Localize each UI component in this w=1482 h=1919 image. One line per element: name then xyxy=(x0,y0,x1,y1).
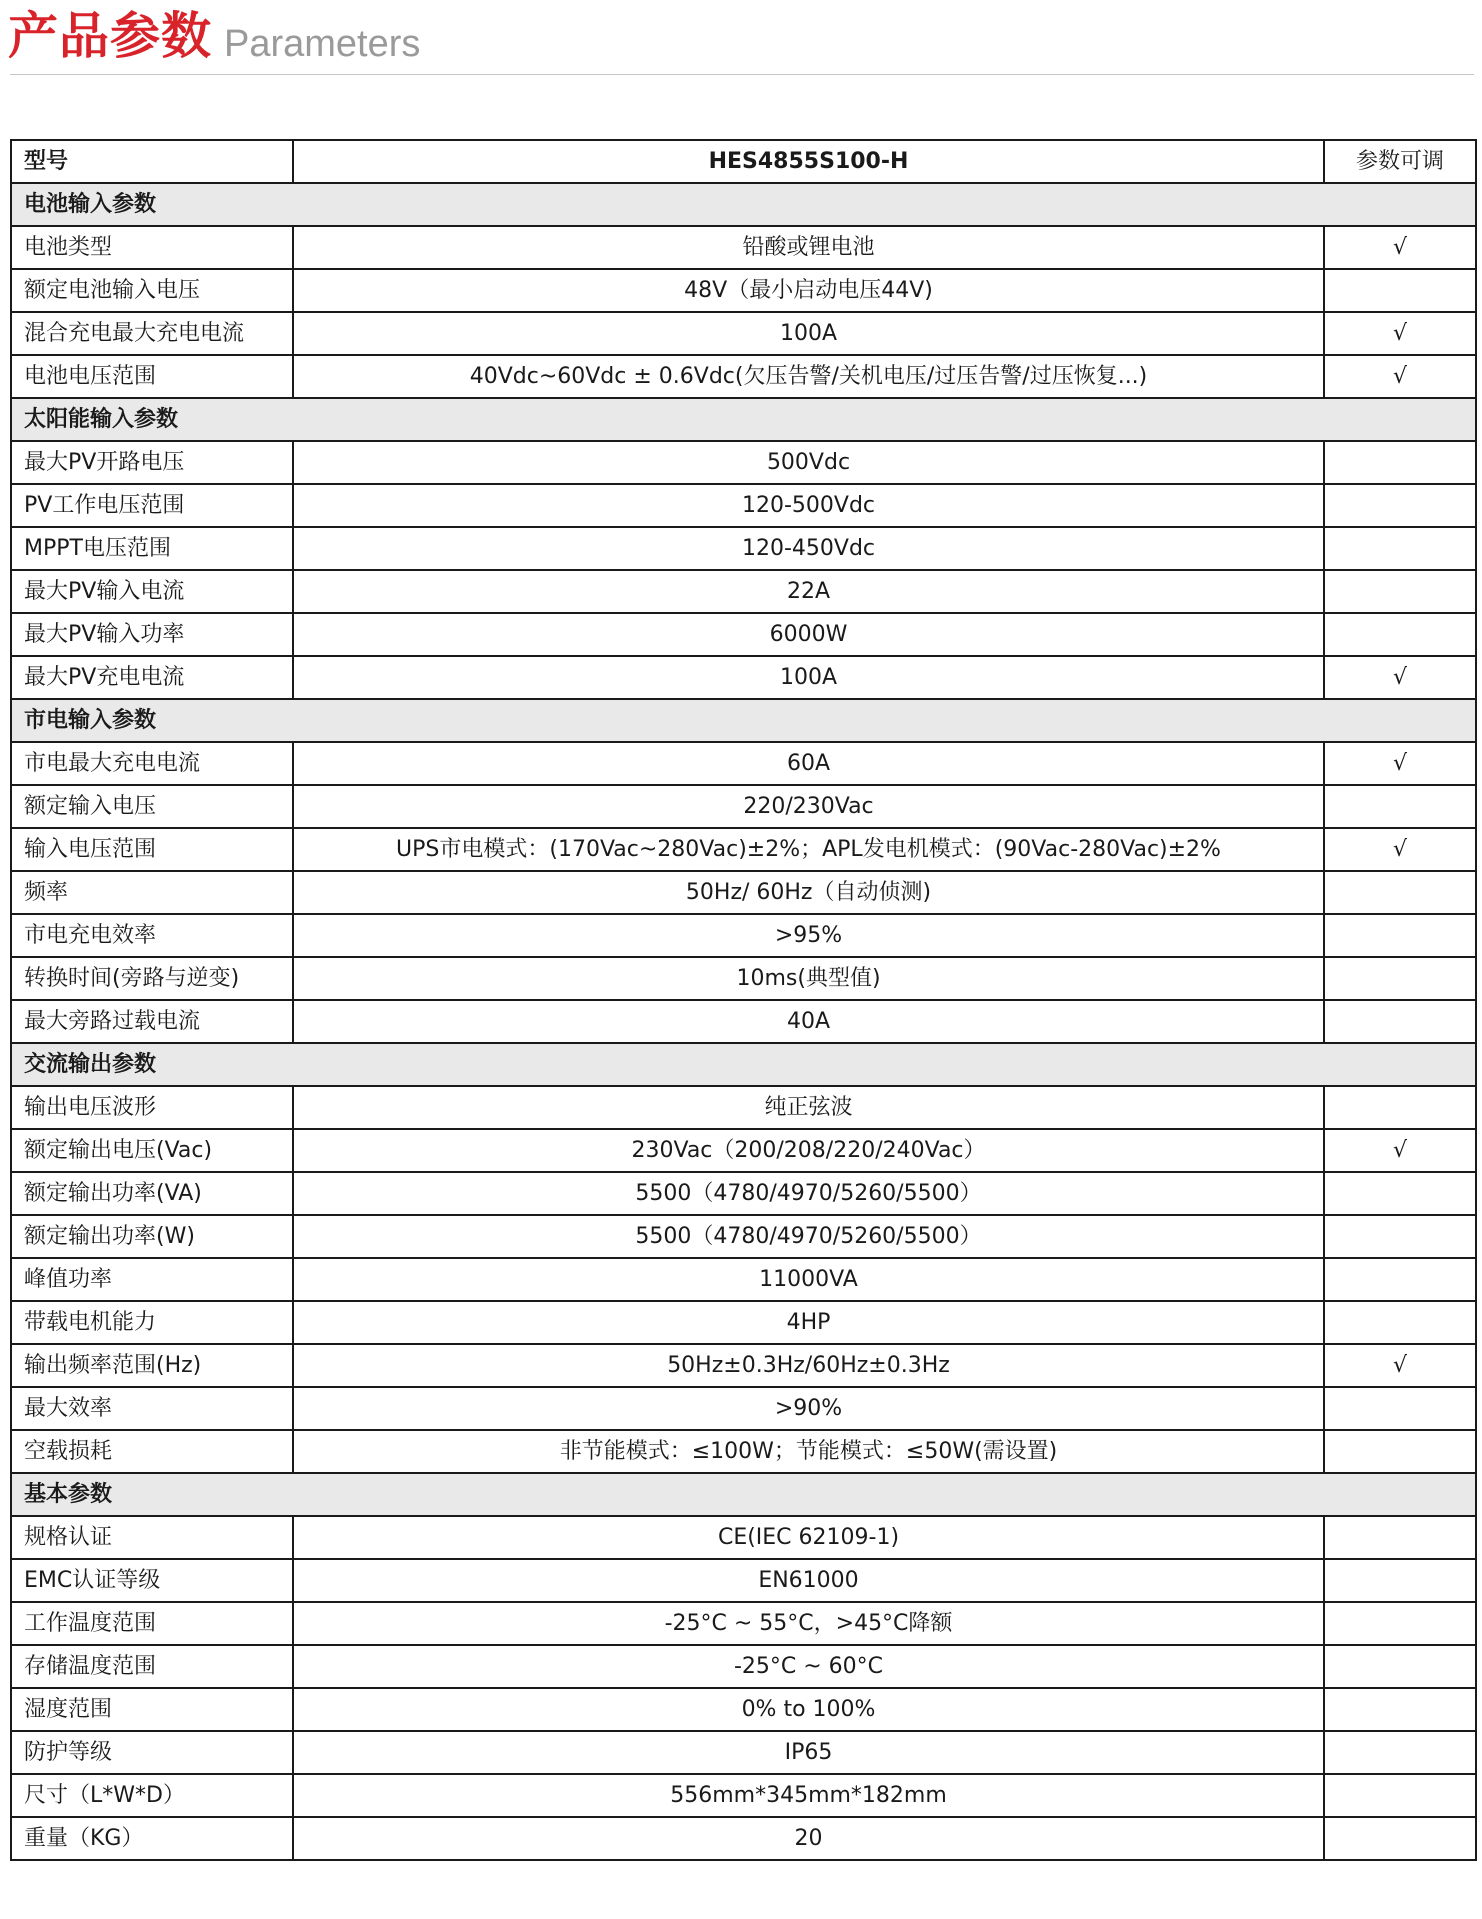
param-value: 5500（4780/4970/5260/5500） xyxy=(293,1172,1324,1215)
param-value: 铅酸或锂电池 xyxy=(293,226,1324,269)
param-name: EMC认证等级 xyxy=(11,1559,293,1602)
param-name: 防护等级 xyxy=(11,1731,293,1774)
table-row xyxy=(11,1817,1476,1860)
table-row xyxy=(11,527,1476,570)
param-adjustable-mark: √ xyxy=(1324,1344,1476,1387)
param-adjustable-mark: √ xyxy=(1324,355,1476,398)
param-adjustable-mark xyxy=(1324,613,1476,656)
param-name: 转换时间(旁路与逆变) xyxy=(11,957,293,1000)
param-value: 220/230Vac xyxy=(293,785,1324,828)
table-row xyxy=(11,441,1476,484)
param-name: 额定电池输入电压 xyxy=(11,269,293,312)
param-name: 输出频率范围(Hz) xyxy=(11,1344,293,1387)
param-name: 额定输出功率(VA) xyxy=(11,1172,293,1215)
param-name: 最大旁路过载电流 xyxy=(11,1000,293,1043)
table-row xyxy=(11,785,1476,828)
adjustable-header: 参数可调 xyxy=(1324,140,1476,183)
table-row xyxy=(11,1000,1476,1043)
table-row xyxy=(11,742,1476,785)
table-header-row xyxy=(11,140,1476,183)
param-value: 230Vac（200/208/220/240Vac） xyxy=(293,1129,1324,1172)
section-title: 基本参数 xyxy=(11,1473,1476,1516)
param-name: 规格认证 xyxy=(11,1516,293,1559)
param-value: 20 xyxy=(293,1817,1324,1860)
param-name: 频率 xyxy=(11,871,293,914)
param-name: 工作温度范围 xyxy=(11,1602,293,1645)
param-value: 0% to 100% xyxy=(293,1688,1324,1731)
table-row xyxy=(11,1344,1476,1387)
section-title: 市电输入参数 xyxy=(11,699,1476,742)
param-adjustable-mark xyxy=(1324,1430,1476,1473)
table-row xyxy=(11,1430,1476,1473)
param-adjustable-mark xyxy=(1324,871,1476,914)
param-adjustable-mark xyxy=(1324,484,1476,527)
param-name: 市电充电效率 xyxy=(11,914,293,957)
param-adjustable-mark xyxy=(1324,1731,1476,1774)
param-adjustable-mark: √ xyxy=(1324,1129,1476,1172)
table-row xyxy=(11,1086,1476,1129)
param-adjustable-mark xyxy=(1324,1645,1476,1688)
param-value: 48V（最小启动电压44V) xyxy=(293,269,1324,312)
param-value: 4HP xyxy=(293,1301,1324,1344)
param-adjustable-mark xyxy=(1324,914,1476,957)
param-value: 556mm*345mm*182mm xyxy=(293,1774,1324,1817)
param-value: CE(IEC 62109-1) xyxy=(293,1516,1324,1559)
param-name: 最大PV开路电压 xyxy=(11,441,293,484)
param-value: 120-450Vdc xyxy=(293,527,1324,570)
param-value: EN61000 xyxy=(293,1559,1324,1602)
section-row xyxy=(11,1473,1476,1516)
param-value: UPS市电模式：(170Vac~280Vac)±2%；APL发电机模式：(90Vac-280Vac)±2% xyxy=(293,828,1324,871)
param-adjustable-mark xyxy=(1324,785,1476,828)
param-value: 100A xyxy=(293,656,1324,699)
param-adjustable-mark xyxy=(1324,1559,1476,1602)
param-value: 6000W xyxy=(293,613,1324,656)
table-row xyxy=(11,1645,1476,1688)
table-row xyxy=(11,957,1476,1000)
param-name: 最大PV输入电流 xyxy=(11,570,293,613)
table-row xyxy=(11,613,1476,656)
param-adjustable-mark: √ xyxy=(1324,742,1476,785)
param-adjustable-mark xyxy=(1324,1817,1476,1860)
table-row xyxy=(11,1301,1476,1344)
section-row xyxy=(11,183,1476,226)
param-value: -25°C ~ 60°C xyxy=(293,1645,1324,1688)
table-row xyxy=(11,570,1476,613)
table-row xyxy=(11,1258,1476,1301)
param-name: 市电最大充电电流 xyxy=(11,742,293,785)
section-title: 太阳能输入参数 xyxy=(11,398,1476,441)
param-adjustable-mark: √ xyxy=(1324,226,1476,269)
table-row xyxy=(11,1516,1476,1559)
parameters-table xyxy=(10,139,1477,1861)
table-row xyxy=(11,355,1476,398)
table-row xyxy=(11,226,1476,269)
param-value: 11000VA xyxy=(293,1258,1324,1301)
param-adjustable-mark xyxy=(1324,441,1476,484)
param-name: PV工作电压范围 xyxy=(11,484,293,527)
table-row xyxy=(11,914,1476,957)
param-value: >95% xyxy=(293,914,1324,957)
page-title: 产品参数 xyxy=(8,7,212,65)
param-adjustable-mark xyxy=(1324,1688,1476,1731)
param-adjustable-mark: √ xyxy=(1324,656,1476,699)
param-adjustable-mark: √ xyxy=(1324,828,1476,871)
table-row xyxy=(11,1602,1476,1645)
table-row xyxy=(11,1172,1476,1215)
param-name: 电池电压范围 xyxy=(11,355,293,398)
page-subtitle: Parameters xyxy=(224,23,421,65)
param-name: 尺寸（L*W*D） xyxy=(11,1774,293,1817)
param-value: 40Vdc~60Vdc ± 0.6Vdc(欠压告警/关机电压/过压告警/过压恢复...) xyxy=(293,355,1324,398)
param-value: 120-500Vdc xyxy=(293,484,1324,527)
section-row xyxy=(11,699,1476,742)
table-row xyxy=(11,1688,1476,1731)
section-title: 交流输出参数 xyxy=(11,1043,1476,1086)
param-value: >90% xyxy=(293,1387,1324,1430)
table-row xyxy=(11,1559,1476,1602)
param-name: 输出电压波形 xyxy=(11,1086,293,1129)
param-adjustable-mark: √ xyxy=(1324,312,1476,355)
param-value: 40A xyxy=(293,1000,1324,1043)
param-value: IP65 xyxy=(293,1731,1324,1774)
param-adjustable-mark xyxy=(1324,1215,1476,1258)
table-row xyxy=(11,484,1476,527)
table-row xyxy=(11,828,1476,871)
param-name: 额定输出功率(W) xyxy=(11,1215,293,1258)
param-adjustable-mark xyxy=(1324,1301,1476,1344)
table-row xyxy=(11,312,1476,355)
table-row xyxy=(11,1215,1476,1258)
param-name: 最大PV充电电流 xyxy=(11,656,293,699)
param-adjustable-mark xyxy=(1324,1258,1476,1301)
param-value: 非节能模式：≤100W；节能模式：≤50W(需设置) xyxy=(293,1430,1324,1473)
table-row xyxy=(11,656,1476,699)
param-adjustable-mark xyxy=(1324,1516,1476,1559)
param-value: -25°C ~ 55°C，>45°C降额 xyxy=(293,1602,1324,1645)
param-adjustable-mark xyxy=(1324,1000,1476,1043)
param-name: MPPT电压范围 xyxy=(11,527,293,570)
param-adjustable-mark xyxy=(1324,527,1476,570)
table-row xyxy=(11,1129,1476,1172)
table-row xyxy=(11,269,1476,312)
param-adjustable-mark xyxy=(1324,1602,1476,1645)
param-value: 5500（4780/4970/5260/5500） xyxy=(293,1215,1324,1258)
param-name: 带载电机能力 xyxy=(11,1301,293,1344)
param-value: 60A xyxy=(293,742,1324,785)
param-value: 500Vdc xyxy=(293,441,1324,484)
section-row xyxy=(11,1043,1476,1086)
param-name: 最大效率 xyxy=(11,1387,293,1430)
param-adjustable-mark xyxy=(1324,269,1476,312)
section-title: 电池输入参数 xyxy=(11,183,1476,226)
param-adjustable-mark xyxy=(1324,1387,1476,1430)
param-adjustable-mark xyxy=(1324,1774,1476,1817)
param-adjustable-mark xyxy=(1324,1086,1476,1129)
param-value: 50Hz±0.3Hz/60Hz±0.3Hz xyxy=(293,1344,1324,1387)
model-label: 型号 xyxy=(11,140,293,183)
table-row xyxy=(11,871,1476,914)
param-name: 重量（KG） xyxy=(11,1817,293,1860)
param-value: 纯正弦波 xyxy=(293,1086,1324,1129)
param-name: 额定输入电压 xyxy=(11,785,293,828)
param-adjustable-mark xyxy=(1324,570,1476,613)
table-row xyxy=(11,1731,1476,1774)
header-divider xyxy=(10,74,1474,75)
page-header xyxy=(8,0,1474,76)
param-value: 100A xyxy=(293,312,1324,355)
param-name: 湿度范围 xyxy=(11,1688,293,1731)
param-value: 50Hz/ 60Hz（自动侦测) xyxy=(293,871,1324,914)
param-name: 输入电压范围 xyxy=(11,828,293,871)
param-name: 存储温度范围 xyxy=(11,1645,293,1688)
table-row xyxy=(11,1774,1476,1817)
model-value: HES4855S100-H xyxy=(293,140,1324,183)
param-value: 10ms(典型值) xyxy=(293,957,1324,1000)
param-value: 22A xyxy=(293,570,1324,613)
table-row xyxy=(11,1387,1476,1430)
param-adjustable-mark xyxy=(1324,957,1476,1000)
param-name: 空载损耗 xyxy=(11,1430,293,1473)
param-name: 峰值功率 xyxy=(11,1258,293,1301)
section-row xyxy=(11,398,1476,441)
param-name: 额定输出电压(Vac) xyxy=(11,1129,293,1172)
param-name: 混合充电最大充电电流 xyxy=(11,312,293,355)
parameters-table-body xyxy=(11,140,1476,1860)
param-name: 最大PV输入功率 xyxy=(11,613,293,656)
param-name: 电池类型 xyxy=(11,226,293,269)
param-adjustable-mark xyxy=(1324,1172,1476,1215)
